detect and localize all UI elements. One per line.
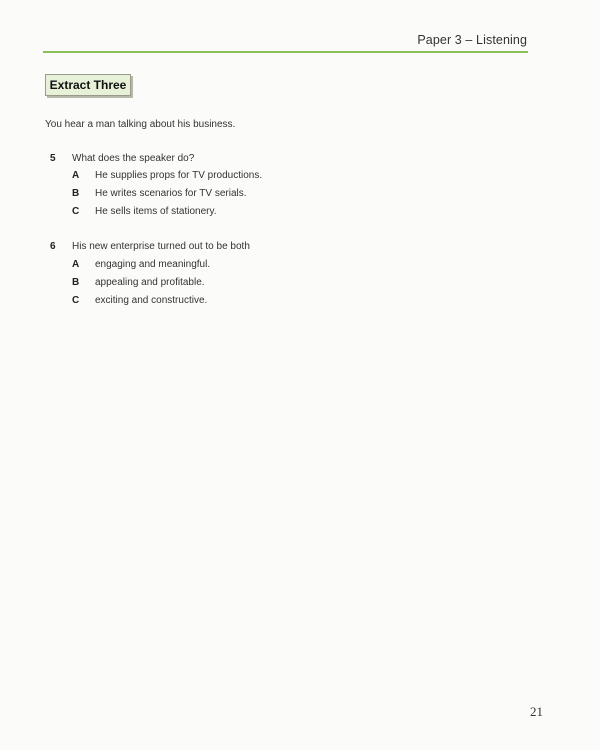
page-number: 21	[530, 704, 543, 719]
extract-intro: You hear a man talking about his business.	[45, 119, 236, 130]
question-number: 5	[50, 153, 56, 164]
section-header-title: Paper 3 – Listening	[417, 33, 527, 47]
option-letter: B	[72, 188, 80, 199]
option-text: appealing and profitable.	[95, 277, 205, 288]
option-letter: A	[72, 259, 80, 270]
extract-title: Extract Three	[49, 78, 127, 92]
header-divider	[43, 51, 528, 53]
option-letter: A	[72, 170, 80, 181]
option-letter: B	[72, 277, 80, 288]
option-letter: C	[72, 295, 80, 306]
question-text: His new enterprise turned out to be both	[72, 241, 250, 252]
option-text: exciting and constructive.	[95, 295, 208, 306]
option-letter: C	[72, 206, 80, 217]
option-text: He supplies props for TV productions.	[95, 170, 263, 181]
question-number: 6	[50, 241, 56, 252]
extract-title-box	[45, 74, 131, 96]
question-text: What does the speaker do?	[72, 153, 195, 164]
option-text: engaging and meaningful.	[95, 259, 211, 270]
option-text: He writes scenarios for TV serials.	[95, 188, 247, 199]
option-text: He sells items of stationery.	[95, 206, 217, 217]
